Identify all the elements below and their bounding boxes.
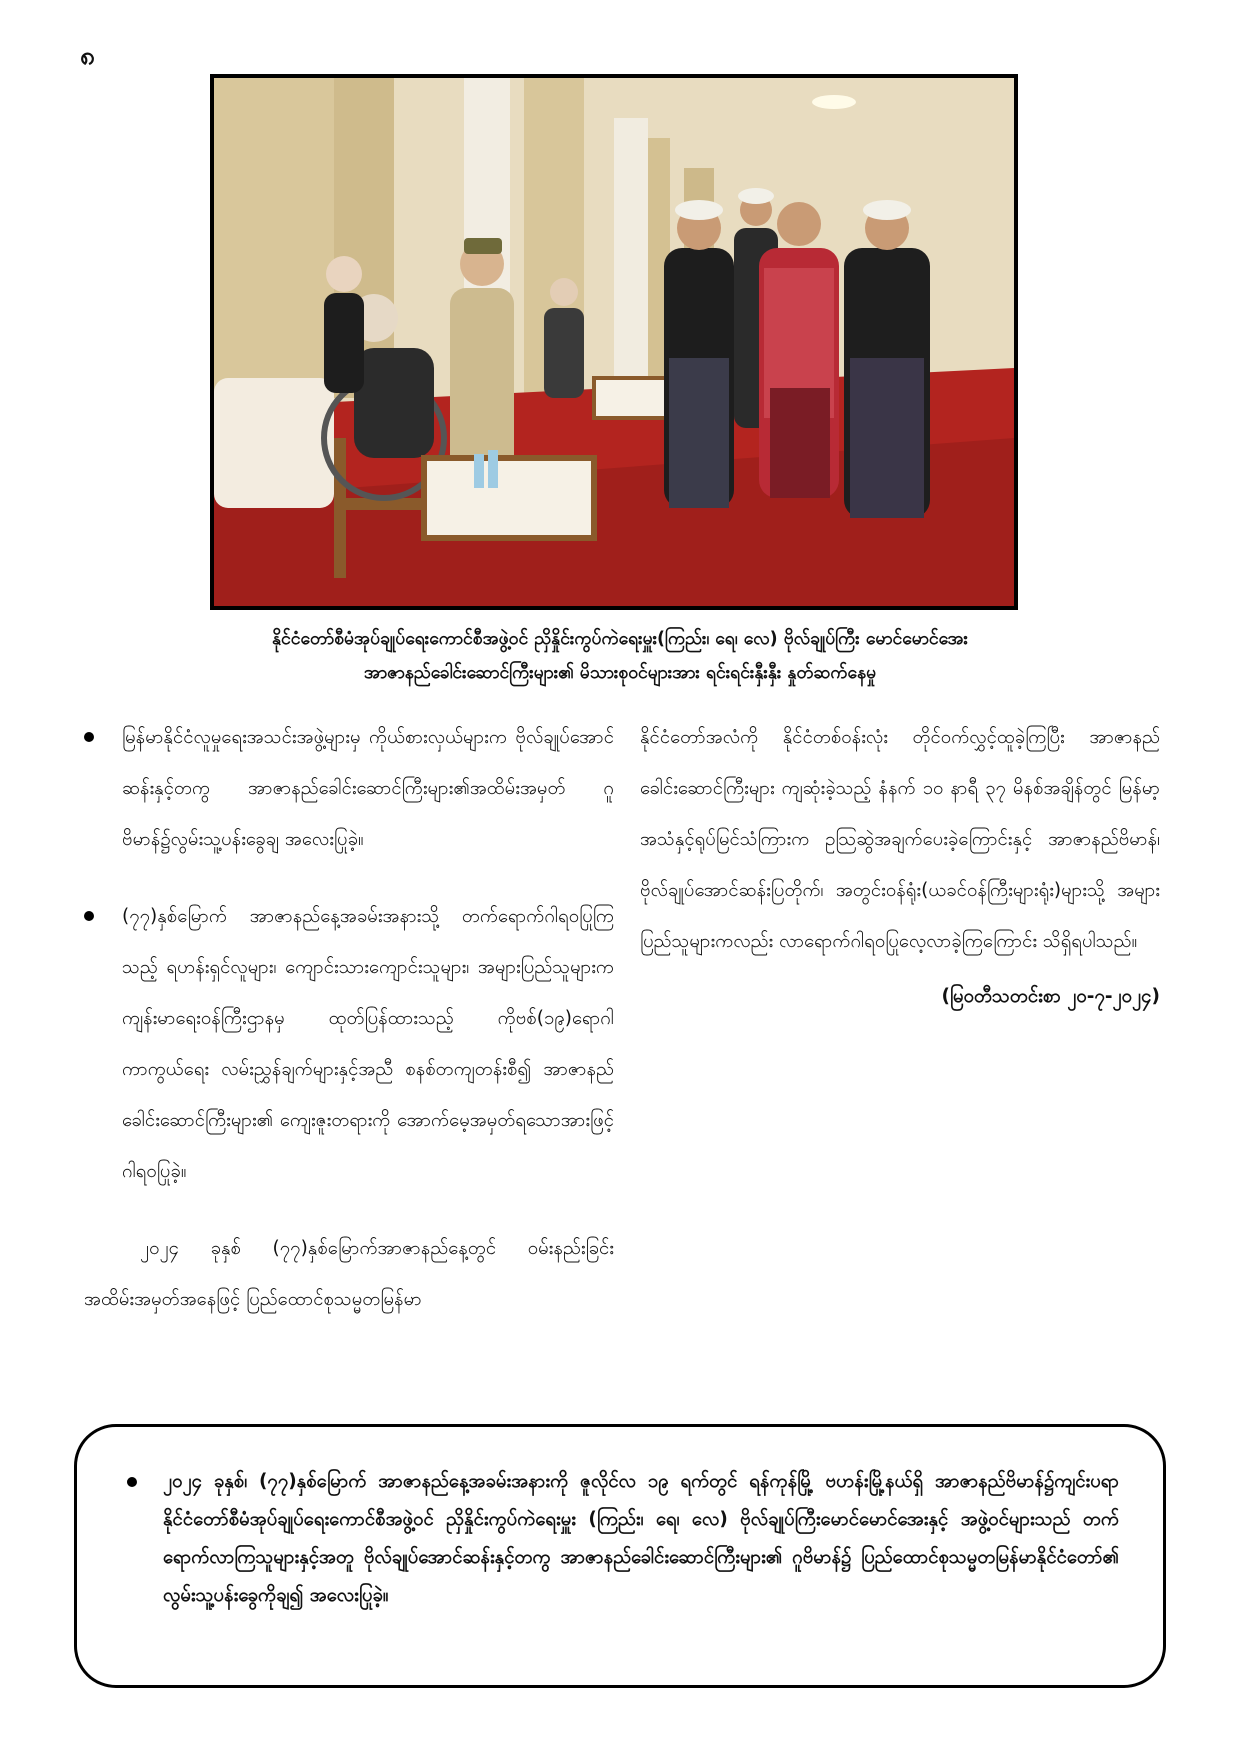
body-paragraph: ၂၀၂၄ ခုနှစ် (၇၇)နှစ်မြောက်အာဇာနည်နေ့တွင် ဝမ်းနည်းခြင်းအထိမ်းအမှတ်အနေဖြင့် ပြည်ထောင်စုသမ္မတမြန်မာ: [84, 1238, 614, 1310]
right-column: [640, 712, 1160, 1022]
bullet-icon: [127, 1477, 137, 1487]
highlight-text: ၂၀၂၄ ခုနှစ်၊ (၇၇)နှစ်မြောက် အာဇာနည်နေ့အခမ်းအနားကို ဇူလိုင်လ ၁၉ ရက်တွင် ရန်ကုန်မြို့ ဗဟန်းမြို့နယ်ရှိ အာဇာနည်ဗိမာန်၌ကျင်းပရာ နိုင်ငံတော်စီမံအုပ်ချုပ်ရေးကောင်စီအဖွဲ့ဝင် ညှိနှိုင်းကွပ်ကဲရေးမှူး (ကြည်း၊ ရေ၊ လေ) ဗိုလ်ချုပ်ကြီးမောင်မောင်အေးနှင့် အဖွဲ့ဝင်များသည် တက်ရောက်လာကြသူများနှင့်အတူ ဗိုလ်ချုပ်အောင်ဆန်းနှင့်တကွ အာဇာနည်ခေါင်းဆောင်ကြီးများ၏ ဂူဗိမာန်၌ ပြည်ထောင်စုသမ္မတမြန်မာနိုင်ငံတော်၏ လွမ်းသူ့ပန်းခွေကိုချ၍ အလေးပြုခဲ့။: [163, 1471, 1119, 1606]
highlight-box: [74, 1424, 1166, 1688]
photo-caption: [120, 622, 1120, 690]
photo-meeting-icon: [214, 78, 1014, 606]
highlight-text-wrap: [127, 1463, 1119, 1615]
bullet-icon: [84, 911, 94, 921]
page-number: ၈: [80, 41, 95, 71]
caption-line-2: အာဇာနည်ခေါင်းဆောင်ကြီးများ၏ မိသားစုဝင်များအား ရင်းရင်းနှီးနှီး နှုတ်ဆက်နေမှု: [363, 663, 877, 683]
source-citation: (မြဝတီသတင်းစာ ၂၀-၇-၂၀၂၄): [941, 986, 1160, 1007]
bullet-icon: [84, 732, 94, 742]
bullet-item: [84, 891, 614, 1197]
left-column: [84, 712, 614, 1325]
bullet-text: (၇၇)နှစ်မြောက် အာဇာနည်နေ့အခမ်းအနားသို့ တက်ရောက်ဂါရဝပြုကြသည့် ရဟန်းရှင်လူများ၊ ကျောင်းသားကျောင်းသူများ၊ အများပြည်သူများက ကျန်းမာရေးဝန်ကြီးဌာနမှ ထုတ်ပြန်ထားသည့် ကိုဗစ်(၁၉)ရောဂါကာကွယ်ရေး လမ်းညွှန်ချက်များနှင့်အညီ စနစ်တကျတန်းစီ၍ အာဇာနည်ခေါင်းဆောင်ကြီးများ၏ ကျေးဇူးတရားကို အောက်မေ့အမှတ်ရသောအားဖြင့် ဂါရဝပြုခဲ့။: [122, 906, 614, 1182]
news-photo: [210, 74, 1018, 610]
bullet-item: [84, 712, 614, 865]
bullet-text: မြန်မာနိုင်ငံလူမှုရေးအသင်းအဖွဲ့များမှ ကိုယ်စားလှယ်များက ဗိုလ်ချုပ်အောင်ဆန်းနှင့်တကွ အာဇာနည်ခေါင်းဆောင်ကြီးများ၏အထိမ်းအမှတ် ဂူဗိမာန်၌လွမ်းသူ့ပန်းခွေချ အလေးပြုခဲ့။: [122, 727, 614, 850]
caption-line-1: နိုင်ငံတော်စီမံအုပ်ချုပ်ရေးကောင်စီအဖွဲ့ဝင် ညှိနှိုင်းကွပ်ကဲရေးမှူး(ကြည်း၊ ရေ၊ လေ) ဗိုလ်ချုပ်ကြီး မောင်မောင်အေး: [272, 629, 968, 649]
body-paragraph: နိုင်ငံတော်အလံကို နိုင်ငံတစ်ဝန်းလုံး တိုင်ဝက်လွှင့်ထူခဲ့ကြပြီး အာဇာနည်ခေါင်းဆောင်ကြီးများ ကျဆုံးခဲ့သည့် နံနက် ၁၀ နာရီ ၃၇ မိနစ်အချိန်တွင် မြန်မာ့အသံနှင့်ရုပ်မြင်သံကြားက ဥဩဆွဲအချက်ပေးခဲ့ကြောင်းနှင့် အာဇာနည်ဗိမာန်၊ ဗိုလ်ချုပ်အောင်ဆန်းပြတိုက်၊ အတွင်းဝန်ရုံး(ယခင်ဝန်ကြီးများရုံး)များသို့ အများပြည်သူများကလည်း လာရောက်ဂါရဝပြုလေ့လာခဲ့ကြကြောင်း သိရှိရပါသည်။: [640, 727, 1160, 952]
